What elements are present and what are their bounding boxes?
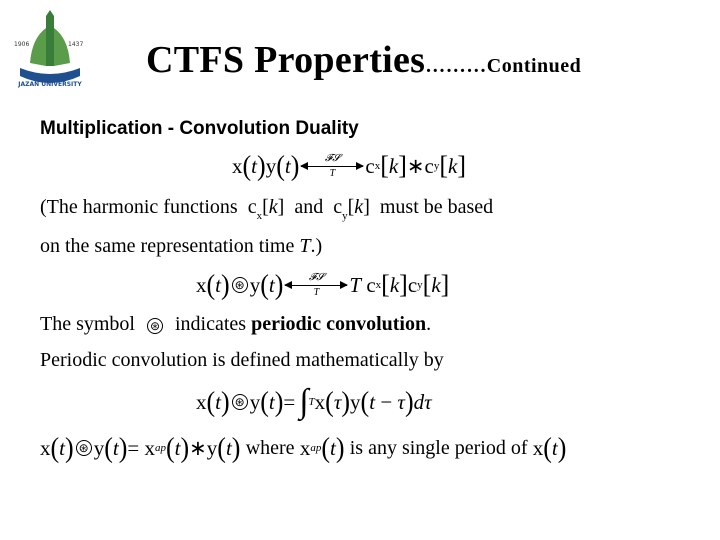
harmonic-line: (The harmonic functions $c_x[k]$ and $c_y[k]$ must be based xyxy=(40,196,494,222)
equation-periodic-conv-definition: x ( t ) ⊛ y ( t ) = ∫ T x ( τ ) y ( t − τ ) d τ xyxy=(196,383,432,420)
logo-year-right: 1437 xyxy=(68,41,84,48)
periodic-conv-symbol: ⊛ xyxy=(147,318,163,334)
slide-title xyxy=(146,38,581,82)
equation-periodic-duality: x ( t ) ⊛ y ( t ) 𝓕𝓢 T T c x [ k ] c y [ k ] xyxy=(196,268,450,301)
symbol-line: The symbol ⊛ indicates periodic convolution. xyxy=(40,313,432,335)
title-suffix: ………Continued xyxy=(425,55,582,77)
fs-pair-arrow: 𝓕𝓢 T xyxy=(301,154,363,179)
defined-line: Periodic convolution is defined mathematically by xyxy=(40,349,444,371)
logo-year-left: 1906 xyxy=(14,41,30,48)
section-heading: Multiplication - Convolution Duality xyxy=(40,118,359,139)
fs-pair-arrow-2: 𝓕𝓢 T xyxy=(285,273,347,298)
rep-time-line: on the same representation time T.) xyxy=(40,235,323,257)
university-logo xyxy=(10,8,90,98)
title-main: CTFS Properties xyxy=(146,39,426,81)
equation-periodic-conv-ap: x ( t ) ⊛ y ( t ) = x ap ( t ) ∗ y ( t ) where x ap ( t ) is any single period of x ( t ) xyxy=(40,431,567,464)
equation-duality: x ( t ) y ( t ) 𝓕𝓢 T c x [ k ] ∗ c y [ k ] xyxy=(232,149,466,182)
logo-university-name: JAZAN UNIVERSITY xyxy=(18,81,82,88)
